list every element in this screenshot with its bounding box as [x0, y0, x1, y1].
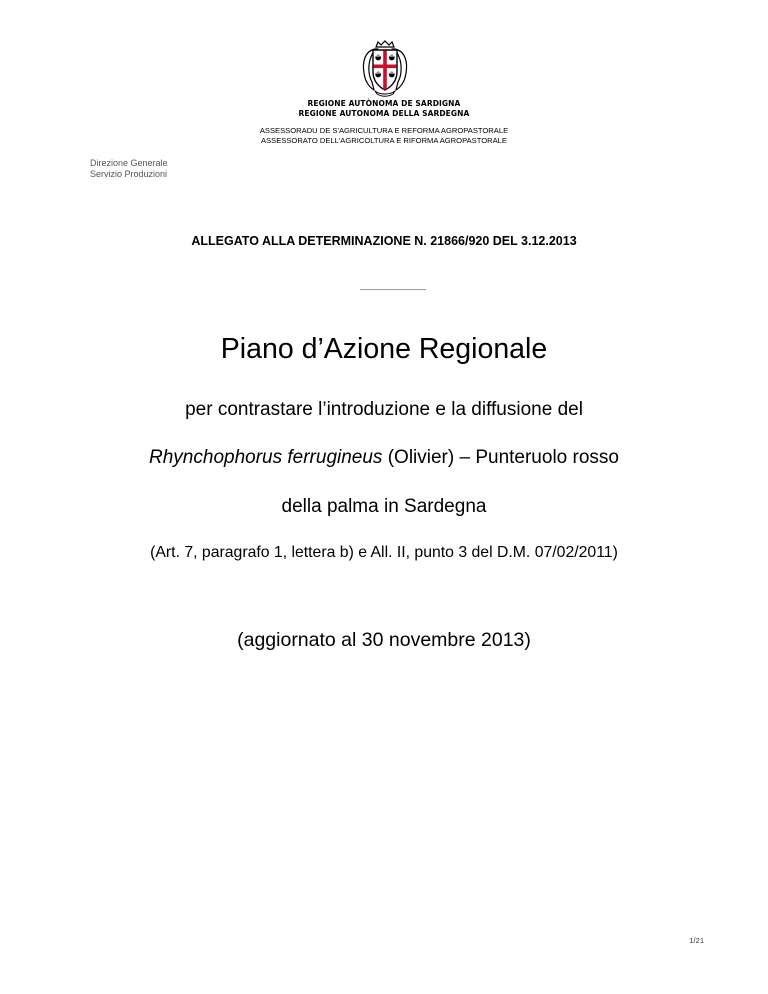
subtitle-line-2: [0, 446, 768, 470]
sardinia-coat-of-arms-icon: [359, 40, 411, 98]
update-date: (aggiornato al 30 novembre 2013): [237, 629, 531, 651]
subtitle-line-1: per contrastare l’introduzione e la diffusione del: [185, 399, 583, 420]
assessorato-block: [0, 126, 768, 146]
species-name: Rhynchophorus ferrugineus: [149, 447, 383, 468]
region-name-sardinian: REGIONE AUTÒNOMA DE SARDIGNA: [307, 99, 461, 108]
document-title: Piano d’Azione Regionale: [220, 333, 548, 365]
page-number: 1/21: [689, 936, 704, 945]
department-block: [90, 158, 168, 180]
legal-reference: (Art. 7, paragrafo 1, lettera b) e All. II, punto 3 del D.M. 07/02/2011): [150, 544, 618, 561]
region-names: [0, 99, 768, 119]
assessorato-sardinian: ASSESSORADU DE S'AGRICULTURA E REFORMA AGROPASTORALE: [259, 126, 509, 135]
servizio-label: Servizio Produzioni: [90, 169, 168, 179]
separator-line: [360, 289, 426, 290]
region-name-italian: REGIONE AUTONOMA DELLA SARDEGNA: [298, 109, 470, 118]
assessorato-italian: ASSESSORATO DELL'AGRICOLTURA E RIFORMA AGROPASTORALE: [261, 136, 507, 145]
subtitle-line-3: della palma in Sardegna: [281, 496, 487, 517]
allegato-heading: ALLEGATO ALLA DETERMINAZIONE N. 21866/920 DEL 3.12.2013: [191, 234, 577, 248]
direzione-label: Direzione Generale: [90, 158, 168, 168]
species-common-name: (Olivier) – Punteruolo rosso: [382, 447, 619, 468]
